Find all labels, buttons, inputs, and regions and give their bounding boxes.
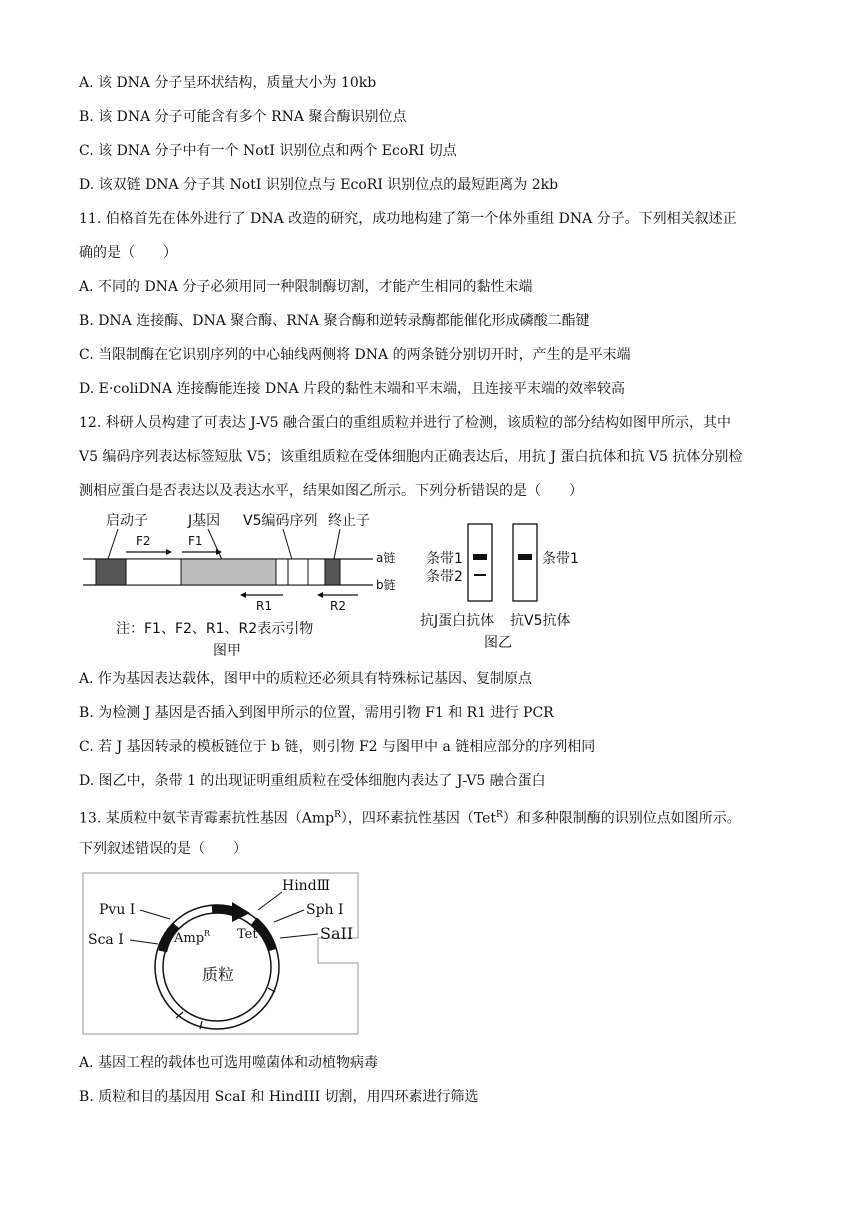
question-13-stem: 13. 某质粒中氨苄青霉素抗性基因（Amp$^R$），四环素抗性基因（Tet$^R$）和多种限制酶的识别位点如图所示。 [79,810,741,827]
band-1-anti-j [473,554,487,560]
j-gene-block [181,559,276,585]
v5-seq-label: V5编码序列 [243,513,318,529]
option-12b: B. 为检测 J 基因是否插入到图甲所示的位置，需用引物 F1 和 R1 进行 PCR [79,705,554,721]
question-11-stem: 11. 伯格首先在体外进行了 DNA 改造的研究，成功地构建了第一个体外重组 DNA 分子。下列相关叙述正 [79,211,737,227]
amp-label: Amp$^R$ [174,929,211,946]
plasmid-label: 质粒 [202,965,235,984]
figure-yi-caption: 图乙 [484,635,512,651]
primer-f1-label: F1 [188,534,203,548]
option-13a: A. 基因工程的载体也可选用噬菌体和动植物病毒 [79,1055,379,1071]
question-12-stem-cont: V5 编码序列表达标签短肽 V5；该重组质粒在受体细胞内正确表达后，用抗 J 蛋白抗体和抗 V5 抗体分别检 [79,449,743,465]
question-13-stem-cont: 下列叙述错误的是（ ） [79,841,247,857]
promoter-label: 启动子 [106,513,148,529]
site-sali: SaⅠⅠ [320,924,354,943]
option-11d: D. E·coliDNA 连接酶能连接 DNA 片段的黏性末端和平末端，且连接平末端的效率较高 [79,381,626,397]
site-sphi: Sph Ⅰ [306,902,344,918]
anti-v5-label: 抗V5抗体 [510,613,571,629]
option-13b: B. 质粒和目的基因用 ScaI 和 HindIII 切割，用四环素进行筛选 [79,1089,479,1105]
figure-yi-blot [418,515,588,660]
band1-left-label: 条带1 [426,551,463,567]
figure-jia-construct [78,505,408,665]
primer-f2-label: F2 [136,534,151,548]
band-1-anti-v5 [518,554,532,560]
lane-anti-v5 [513,524,537,601]
site-pvui: Pvu Ⅰ [99,902,136,918]
option-12d: D. 图乙中，条带 1 的出现证明重组质粒在受体细胞内表达了 J-V5 融合蛋白 [79,773,546,789]
option-12a: A. 作为基因表达载体，图甲中的质粒还必须具有特殊标记基因、复制原点 [79,671,533,687]
option-10a: A. 该 DNA 分子呈环状结构，质量大小为 10kb [79,75,377,91]
anti-j-label: 抗J蛋白抗体 [420,613,495,629]
tet-label: Tet$^R$ [237,925,264,942]
figure-plasmid-map [82,872,362,1037]
band2-left-label: 条带2 [426,569,463,585]
site-scai: Sca Ⅰ [88,932,124,948]
figure-jia-note: 注：F1、F2、R1、R2表示引物 [116,621,314,637]
terminator-label: 终止子 [328,513,370,529]
question-11-stem-cont: 确的是（ ） [79,245,177,261]
primer-r2-label: R2 [330,599,346,613]
terminator-block [325,559,340,585]
option-11b: B. DNA 连接酶、DNA 聚合酶、RNA 聚合酶和逆转录酶都能催化形成磷酸二酯键 [79,313,590,329]
question-12-stem-cont2: 测相应蛋白是否表达以及表达水平，结果如图乙所示。下列分析错误的是（ ） [79,483,583,499]
promoter-block [96,559,126,585]
band1-right-label: 条带1 [542,551,579,567]
band-2-anti-j [474,574,486,576]
option-10b: B. 该 DNA 分子可能含有多个 RNA 聚合酶识别位点 [79,109,407,125]
lane-anti-j [468,524,492,601]
j-gene-label: J基因 [188,513,221,529]
a-chain-label: a链 [376,551,396,565]
option-12c: C. 若 J 基因转录的模板链位于 b 链，则引物 F2 与图甲中 a 链相应部分的序列相同 [79,739,596,755]
promoter-arrow-segment [212,909,234,912]
option-10d: D. 该双链 DNA 分子其 NotI 识别位点与 EcoRI 识别位点的最短距离为 2kb [79,177,559,193]
primer-r1-label: R1 [256,599,272,613]
b-chain-label: b链 [376,578,396,592]
option-10c: C. 该 DNA 分子中有一个 NotI 识别位点和两个 EcoRI 切点 [79,143,457,159]
question-12-stem: 12. 科研人员构建了可表达 J-V5 融合蛋白的重组质粒并进行了检测，该质粒的部分结构如图甲所示，其中 [79,415,731,431]
option-11c: C. 当限制酶在它识别序列的中心轴线两侧将 DNA 的两条链分别切开时，产生的是平末端 [79,347,631,363]
site-hindiii: HindⅢ [282,878,331,894]
v5-block [288,559,308,585]
option-11a: A. 不同的 DNA 分子必须用同一种限制酶切割，才能产生相同的黏性末端 [79,279,533,295]
figure-jia-caption: 图甲 [213,643,241,659]
